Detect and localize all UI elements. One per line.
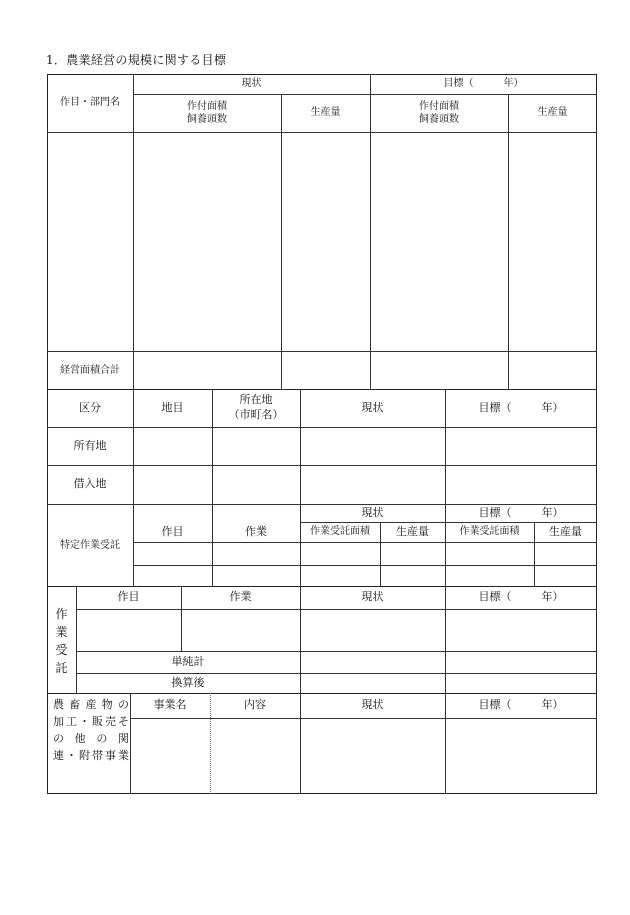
- heads-label: 飼養頭数: [187, 114, 227, 125]
- label-total-area: 経営面積合計: [60, 364, 120, 376]
- target-label: 目標（: [478, 505, 512, 519]
- divider: [76, 609, 597, 610]
- label-owned-land: 所有地: [73, 438, 107, 452]
- label-line: 農畜産物の: [53, 698, 129, 711]
- header-crop: 作目: [161, 524, 184, 538]
- vertical-char: 作: [55, 607, 68, 621]
- year-label: 年）: [541, 400, 564, 414]
- header-current: 現状: [361, 590, 384, 604]
- target-label: 目標（: [478, 400, 512, 414]
- year-label: 年）: [541, 698, 564, 712]
- header-content: 内容: [244, 698, 266, 712]
- header-target-year: [445, 389, 597, 427]
- header-contract-area-target: 作業受託面積: [459, 526, 520, 538]
- header-crop: 作目: [117, 590, 140, 604]
- label-line: 加工・販売そ: [53, 715, 129, 728]
- target-label: 目標（: [443, 78, 474, 90]
- divider: [130, 718, 597, 719]
- page-heading: 1．農業経営の規模に関する目標: [46, 53, 227, 67]
- header-target-year: [445, 504, 597, 522]
- vertical-char: 託: [55, 661, 68, 675]
- vertical-char: 業: [55, 625, 68, 639]
- label-special-contract: 特定作業受託: [60, 539, 120, 551]
- header-production-target: 生産量: [537, 107, 568, 119]
- header-work: 作業: [245, 524, 267, 538]
- label-line: 連・附帯事業: [53, 749, 129, 762]
- header-target-year: [370, 74, 597, 94]
- year-label: 年）: [541, 505, 564, 519]
- divider: [281, 94, 282, 390]
- label-leased-land: 借入地: [73, 477, 107, 491]
- city-label: （市町名）: [228, 408, 284, 421]
- header-business-name: 事業名: [153, 698, 187, 712]
- header-target-year: [445, 693, 597, 718]
- header-production-target: 生産量: [549, 524, 582, 538]
- label-work-contract-vertical: [47, 600, 76, 682]
- header-current: 現状: [361, 400, 384, 414]
- header-production-current: 生産量: [396, 524, 429, 538]
- header-item-dept: 作目・部門名: [60, 97, 120, 109]
- divider: [133, 542, 597, 543]
- area-label: 作付面積: [419, 100, 459, 112]
- label-related-business: [53, 696, 129, 764]
- header-category: 区分: [79, 400, 101, 414]
- header-land-type: 地目: [161, 400, 184, 414]
- label-line: の他の関: [53, 732, 129, 745]
- header-contract-area-current: 作業受託面積: [310, 526, 370, 538]
- location-label: 所在地: [239, 393, 273, 407]
- header-current: 現状: [361, 698, 384, 712]
- vertical-char: 受: [55, 643, 68, 657]
- label-simple-total: 単純計: [171, 654, 205, 668]
- year-label: 年）: [503, 78, 524, 90]
- divider: [47, 132, 597, 133]
- target-label: 目標（: [478, 698, 512, 712]
- area-label: 作付面積: [187, 100, 227, 112]
- header-target-year: [445, 586, 597, 609]
- target-label: 目標（: [478, 590, 512, 604]
- heads-label: 飼養頭数: [419, 114, 459, 125]
- divider: [133, 565, 597, 566]
- header-area-heads-current: [133, 94, 281, 132]
- header-current: 現状: [241, 78, 262, 90]
- divider: [508, 94, 509, 390]
- year-label: 年）: [541, 590, 564, 604]
- header-work: 作業: [229, 590, 252, 604]
- header-location: [212, 389, 300, 427]
- header-current: 現状: [361, 505, 384, 519]
- header-area-heads-target: [370, 94, 508, 132]
- header-production-current: 生産量: [310, 107, 341, 119]
- label-converted: 換算後: [171, 676, 205, 690]
